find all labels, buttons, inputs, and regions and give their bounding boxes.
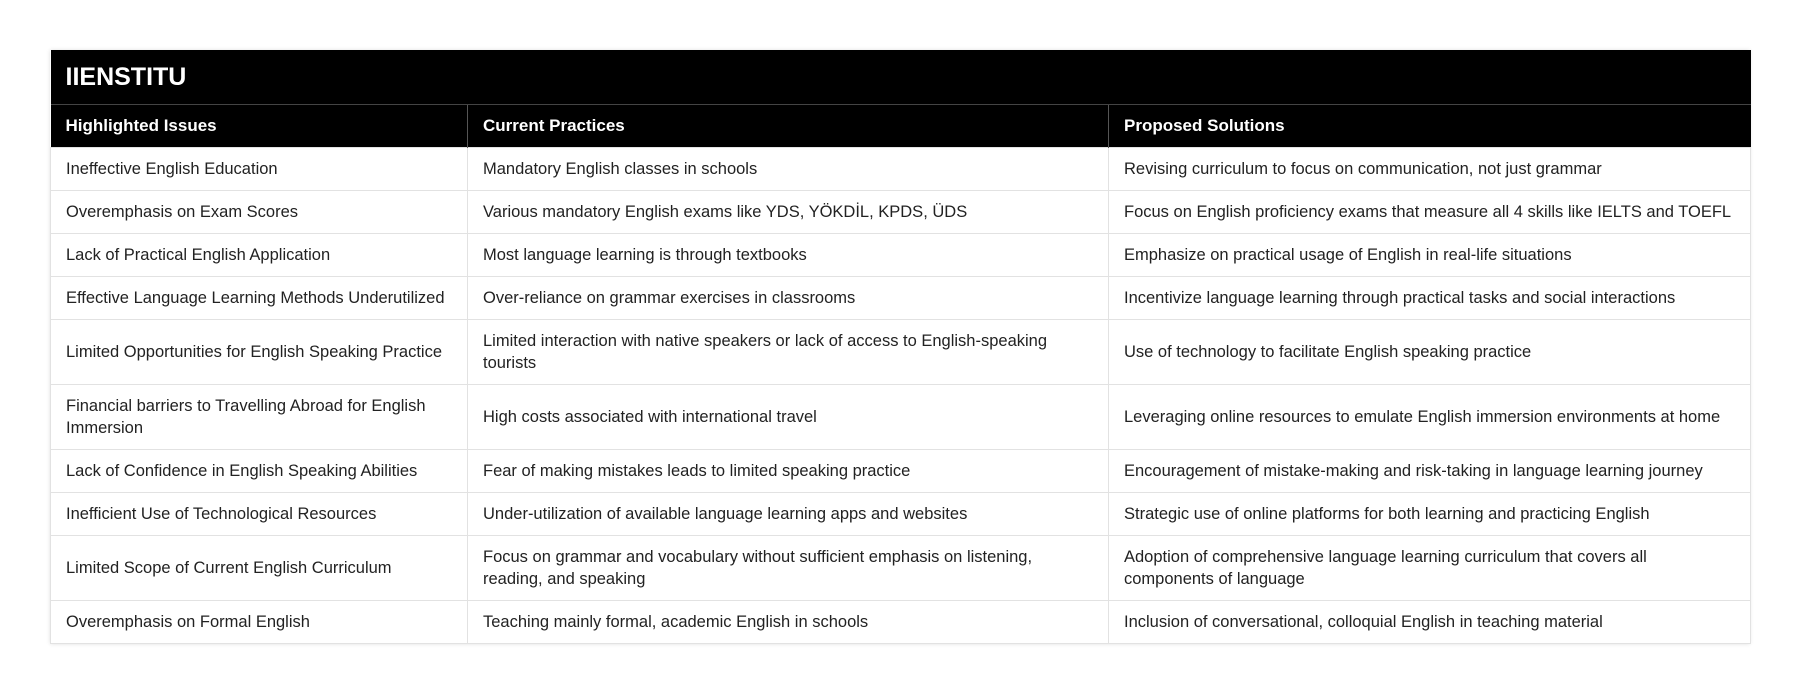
issues-table-container (50, 50, 1750, 644)
cell-solution: Strategic use of online platforms for both learning and practicing English (1109, 493, 1751, 536)
cell-practice: Various mandatory English exams like YDS, YÖKDİL, KPDS, ÜDS (468, 191, 1109, 234)
table-row (51, 450, 1751, 493)
cell-issue: Overemphasis on Exam Scores (51, 191, 468, 234)
cell-issue: Limited Opportunities for English Speaking Practice (51, 320, 468, 385)
cell-solution: Focus on English proficiency exams that measure all 4 skills like IELTS and TOEFL (1109, 191, 1751, 234)
cell-solution: Revising curriculum to focus on communication, not just grammar (1109, 148, 1751, 191)
table-row (51, 277, 1751, 320)
cell-issue: Limited Scope of Current English Curriculum (51, 536, 468, 601)
table-row (51, 320, 1751, 385)
cell-issue: Lack of Confidence in English Speaking Abilities (51, 450, 468, 493)
column-header-practices: Current Practices (468, 105, 1109, 148)
cell-issue: Ineffective English Education (51, 148, 468, 191)
table-title-row (51, 50, 1751, 105)
table-row (51, 234, 1751, 277)
cell-practice: Fear of making mistakes leads to limited speaking practice (468, 450, 1109, 493)
cell-practice: Focus on grammar and vocabulary without sufficient emphasis on listening, reading, and speaking (468, 536, 1109, 601)
cell-solution: Leveraging online resources to emulate English immersion environments at home (1109, 385, 1751, 450)
column-header-issues: Highlighted Issues (51, 105, 468, 148)
cell-issue: Financial barriers to Travelling Abroad for English Immersion (51, 385, 468, 450)
cell-issue: Lack of Practical English Application (51, 234, 468, 277)
cell-practice: Most language learning is through textbooks (468, 234, 1109, 277)
cell-practice: High costs associated with international travel (468, 385, 1109, 450)
cell-practice: Teaching mainly formal, academic English in schools (468, 601, 1109, 644)
cell-practice: Under-utilization of available language learning apps and websites (468, 493, 1109, 536)
cell-solution: Incentivize language learning through practical tasks and social interactions (1109, 277, 1751, 320)
cell-practice: Limited interaction with native speakers or lack of access to English-speaking tourists (468, 320, 1109, 385)
cell-issue: Effective Language Learning Methods Underutilized (51, 277, 468, 320)
table-row (51, 601, 1751, 644)
cell-practice: Over-reliance on grammar exercises in classrooms (468, 277, 1109, 320)
cell-issue: Overemphasis on Formal English (51, 601, 468, 644)
cell-issue: Inefficient Use of Technological Resources (51, 493, 468, 536)
issues-table (50, 50, 1751, 644)
cell-solution: Inclusion of conversational, colloquial English in teaching material (1109, 601, 1751, 644)
cell-solution: Emphasize on practical usage of English in real-life situations (1109, 234, 1751, 277)
cell-solution: Adoption of comprehensive language learning curriculum that covers all components of language (1109, 536, 1751, 601)
table-row (51, 385, 1751, 450)
table-header-row (51, 105, 1751, 148)
table-row (51, 536, 1751, 601)
cell-solution: Encouragement of mistake-making and risk-taking in language learning journey (1109, 450, 1751, 493)
table-row (51, 148, 1751, 191)
table-row (51, 191, 1751, 234)
column-header-solutions: Proposed Solutions (1109, 105, 1751, 148)
cell-practice: Mandatory English classes in schools (468, 148, 1109, 191)
table-title: IIENSTITU (51, 50, 1751, 105)
table-row (51, 493, 1751, 536)
cell-solution: Use of technology to facilitate English speaking practice (1109, 320, 1751, 385)
